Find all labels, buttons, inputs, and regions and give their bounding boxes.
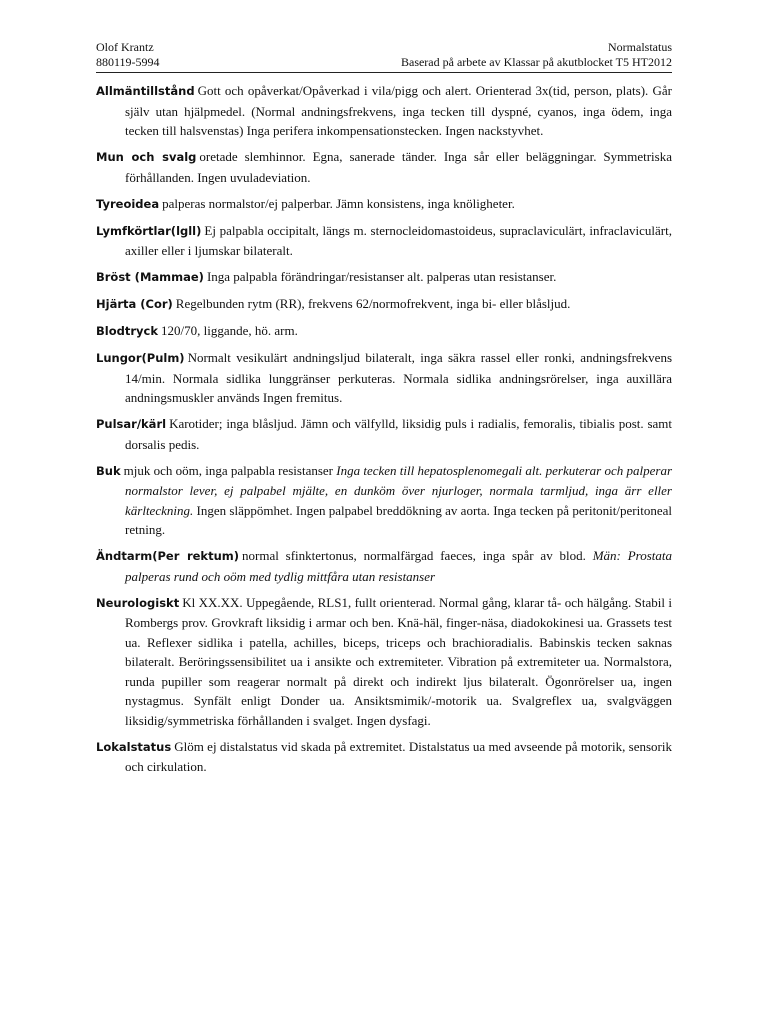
section-text: palperas normalstor/ej palperbar. Jämn konsistens, inga knöligheter.	[162, 195, 515, 211]
document-subtitle: Baserad på arbete av Klassar på akutblocket T5 HT2012	[400, 55, 672, 69]
section-italic-note: Inga tecken till hepatosplenomegali alt. perkuterar och palperar normalstor lever, ej palpabel mjälte, en dunköm över njurloger, normala tarmljud, inga ärr eller kärlteckning.	[125, 462, 673, 518]
section-text: Inga palpabla förändringar/resistanser alt. palperas utan resistanser.	[206, 269, 557, 284]
section-lungor	[96, 348, 672, 408]
section-text: Normalt vesikulärt andningsljud bilateralt, inga säkra rassel eller ronki, andningsfrekvens 14/min. Normala sidlika lunggränser perkuteras. Normala sidlika andningsrörelser, inga auxillära andningsmuskler används Ingen fremitus.	[125, 350, 672, 405]
section-term: Lokalstatus	[96, 739, 172, 754]
section-text-after: Ingen släppömhet. Ingen palpabel breddökning av aorta. Inga tecken på peritonit/peritoneal retning.	[125, 502, 672, 537]
section-term: Lungor(Pulm)	[96, 351, 185, 365]
section-term: Ändtarm(Per rektum)	[96, 549, 240, 563]
section-lokalstatus	[96, 737, 672, 777]
section-text: oretade slemhinnor. Egna, sanerade tänder. Inga sår eller beläggningar. Symmetriska förhållanden. Ingen uvuladeviation.	[125, 149, 672, 185]
section-buk	[96, 461, 672, 540]
section-term: Allmäntillstånd	[96, 84, 195, 98]
section-term: Mun och svalg	[96, 150, 197, 164]
author-id: 880119-5994	[96, 55, 160, 69]
section-text: Glöm ej distalstatus vid skada på extremitet. Distalstatus ua med avseende på motorik, sensorik och cirkulation.	[125, 738, 672, 774]
section-mun-och-svalg	[96, 147, 672, 187]
author-name: Olof Krantz	[96, 40, 154, 54]
section-text: Ej palpabla occipitalt, längs m. sternocleidomastoideus, supraclaviculärt, infraclaviculärt, axiller eller i ljumskar bilateralt.	[125, 222, 672, 258]
section-allmantillstand	[96, 81, 672, 141]
section-hjarta	[96, 294, 672, 315]
section-tyreoidea	[96, 194, 672, 215]
status-content	[96, 81, 672, 783]
section-neurologiskt	[96, 593, 672, 731]
document-title: Normalstatus	[608, 40, 672, 54]
section-term: Neurologiskt	[96, 595, 180, 610]
section-term: Tyreoidea	[96, 196, 160, 211]
section-italic-note: Män: Prostata palperas rund och oöm med tydlig mittfåra utan resistanser	[125, 548, 672, 584]
section-term: Buk	[96, 463, 121, 478]
header-row-2	[96, 55, 672, 70]
section-text: mjuk och oöm, inga palpabla resistanser	[123, 462, 333, 478]
section-pulsar-karl	[96, 414, 672, 454]
section-text: Regelbunden rytm (RR), frekvens 62/normofrekvent, inga bi- eller blåsljud.	[175, 296, 571, 311]
section-term: Lymfkörtlar(lgll)	[96, 223, 202, 238]
section-term: Bröst (Mammae)	[96, 270, 204, 284]
section-text: Karotider; inga blåsljud. Jämn och välfylld, liksidig puls i radialis, femoralis, tibialis post. samt dorsalis pedis.	[125, 416, 672, 452]
section-text: 120/70, liggande, hö. arm.	[160, 323, 298, 338]
section-blodtryck	[96, 321, 672, 342]
section-lymfkortlar	[96, 221, 672, 261]
section-text: Gott och opåverkat/Opåverkad i vila/pigg och alert. Orienterad 3x(tid, person, plats). Går själv utan hjälpmedel. (Normal andningsfrekvens, inga tecken till dyspné, cyanos, inga ödem, inga tecken till halsvenstas) Inga perifera inkompensationstecken. Ingen nackstyvhet.	[125, 83, 672, 138]
section-term: Blodtryck	[96, 324, 158, 338]
section-brost	[96, 267, 672, 288]
section-text: Kl XX.XX. Uppegående, RLS1, fullt orienterad. Normal gång, klarar tå- och hälgång. Stabil i Rombergs prov. Grovkraft liksidig i armar och ben. Knä-häl, finger-näsa, diadokokinesi ua. Grassets test ua. Reflexer sidlika i patella, achilles, biceps, triceps och brachioradialis. Babinskis tecken saknas bilateralt. Beröringssensibilitet ua i ansikte och extremiteter. Vibration på extremiteter ua. Normalstora, runda pupiller som reagerar normalt på direkt och indirekt ljus bilateralt. Ögonrörelser ua, ingen nystagmus. Synfält enligt Donder ua. Ansiktsmimik/-motorik ua. Svalgreflex ua, svalgväggen liksidig/symmetriska förhållanden i svalget. Ingen dysfagi.	[125, 594, 672, 728]
page-header	[96, 40, 672, 73]
section-term: Pulsar/kärl	[96, 417, 167, 431]
section-andtarm	[96, 546, 672, 586]
section-text: normal sfinktertonus, normalfärgad faeces, inga spår av blod.	[242, 548, 586, 563]
header-row-1	[96, 40, 672, 55]
section-term: Hjärta (Cor)	[96, 297, 173, 311]
